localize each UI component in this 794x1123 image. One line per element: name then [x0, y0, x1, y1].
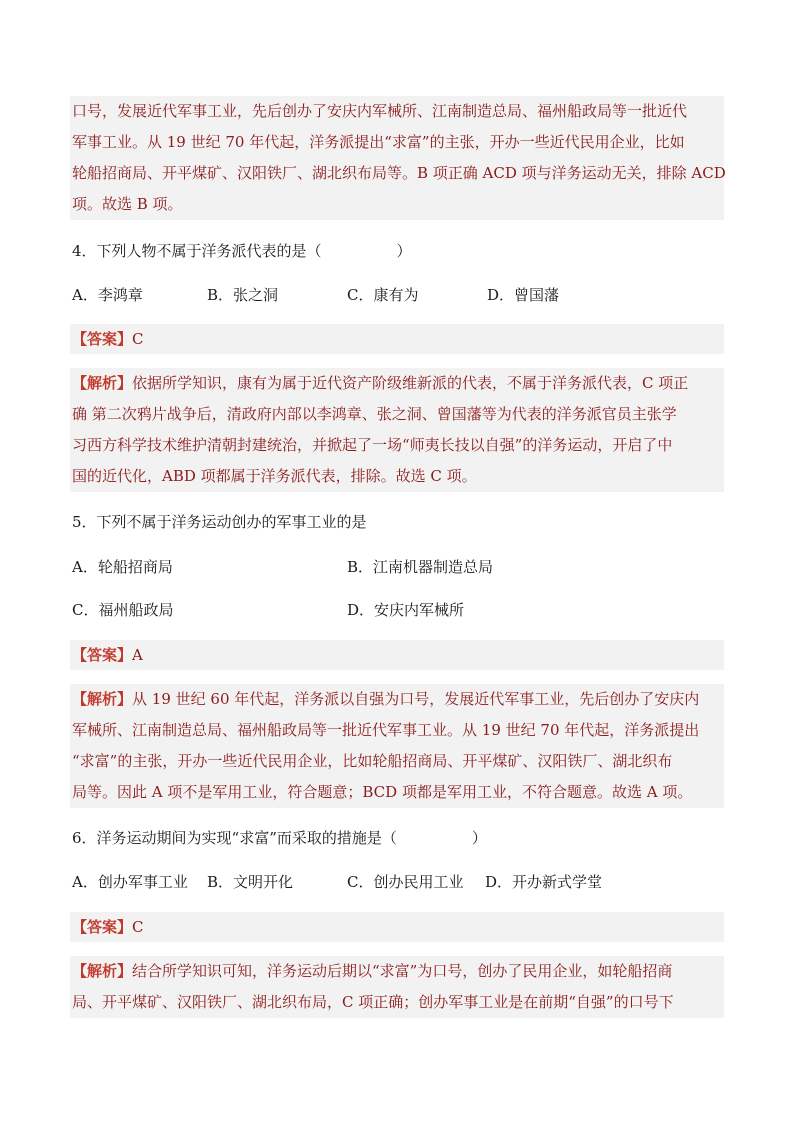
- analysis-line: “求富”的主张，开办一些近代民用企业，比如轮船招商局、开平煤矿、汉阳铁厂、湖北织布: [72, 752, 673, 770]
- prev-explanation: [70, 96, 724, 220]
- q4-option-b: B．张之洞: [207, 286, 279, 304]
- answer-value: C: [132, 918, 144, 936]
- analysis-line: 军械所、江南制造总局、福州船政局等一批近代军事工业。从 19 世纪 70 年代起，洋务派提出: [72, 721, 700, 739]
- q5-analysis: [70, 684, 724, 808]
- answer-tag: 【答案】: [72, 918, 133, 936]
- question-6-stem: 6．洋务运动期间为实现“求富”而采取的措施是（ ）: [72, 829, 487, 847]
- q6-option-b: B．文明开化: [207, 873, 294, 891]
- q5-answer: [72, 640, 143, 670]
- q6-answer-box: [70, 912, 724, 942]
- explanation-line: 军事工业。从 19 世纪 70 年代起，洋务派提出“求富”的主张，开办一些近代民用企业，比如: [72, 133, 685, 151]
- analysis-line: 习西方科学技术维护清朝封建统治，并掀起了一场“师夷长技以自强”的洋务运动，开启了中: [72, 436, 673, 454]
- analysis-line: 从 19 世纪 60 年代起，洋务派以自强为口号，发展近代军事工业，先后创办了安庆内: [132, 690, 700, 708]
- question-5-stem: 5．下列不属于洋务运动创办的军事工业的是: [72, 513, 367, 531]
- analysis-tag: 【解析】: [72, 962, 133, 980]
- q4-option-d: D．曾国藩: [487, 286, 560, 304]
- analysis-line: 结合所学知识可知，洋务运动后期以“求富”为口号，创办了民用企业，如轮船招商: [132, 962, 673, 980]
- explanation-line: 口号，发展近代军事工业，先后创办了安庆内军械所、江南制造总局、福州船政局等一批近代: [72, 102, 688, 120]
- answer-tag: 【答案】: [72, 330, 133, 348]
- q4-answer-box: [70, 324, 724, 354]
- q6-option-c: C．创办民用工业: [347, 873, 464, 891]
- explanation-line: 项。故选 B 项。: [72, 195, 183, 213]
- q5-option-b: B．江南机器制造总局: [347, 558, 494, 576]
- analysis-line: 依据所学知识，康有为属于近代资产阶级维新派的代表，不属于洋务派代表，C 项正: [132, 374, 689, 392]
- q6-option-d: D．开办新式学堂: [485, 873, 603, 891]
- q5-answer-box: [70, 640, 724, 670]
- analysis-line: 局等。因此 A 项不是军用工业，符合题意；BCD 项都是军用工业，不符合题意。故选 A 项。: [72, 783, 693, 801]
- q4-analysis: [70, 368, 724, 492]
- q5-option-a: A．轮船招商局: [72, 558, 173, 576]
- analysis-line: 国的近代化，ABD 项都属于洋务派代表，排除。故选 C 项。: [72, 467, 477, 485]
- q4-option-a: A．李鸿章: [72, 286, 143, 304]
- analysis-line: 确 第二次鸦片战争后，清政府内部以李鸿章、张之洞、曾国藩等为代表的洋务派官员主张学: [72, 405, 677, 423]
- q6-answer: [72, 912, 144, 942]
- q5-option-d: D．安庆内军械所: [347, 601, 465, 619]
- analysis-tag: 【解析】: [72, 690, 133, 708]
- answer-tag: 【答案】: [72, 646, 133, 664]
- analysis-line: 局、开平煤矿、汉阳铁厂、湖北织布局，C 项正确；创办军事工业是在前期“自强”的口号下: [72, 993, 674, 1011]
- q5-option-c: C．福州船政局: [72, 601, 174, 619]
- answer-value: A: [132, 646, 143, 664]
- question-4-stem: 4．下列人物不属于洋务派代表的是（ ）: [72, 242, 412, 260]
- q4-option-c: C．康有为: [347, 286, 419, 304]
- explanation-line: 轮船招商局、开平煤矿、汉阳铁厂、湖北织布局等。B 项正确 ACD 项与洋务运动无关，排除 ACD: [72, 164, 726, 182]
- q6-analysis: [70, 956, 724, 1018]
- analysis-tag: 【解析】: [72, 374, 133, 392]
- answer-value: C: [132, 330, 144, 348]
- q4-answer: [72, 324, 144, 354]
- q6-option-a: A．创办军事工业: [72, 873, 188, 891]
